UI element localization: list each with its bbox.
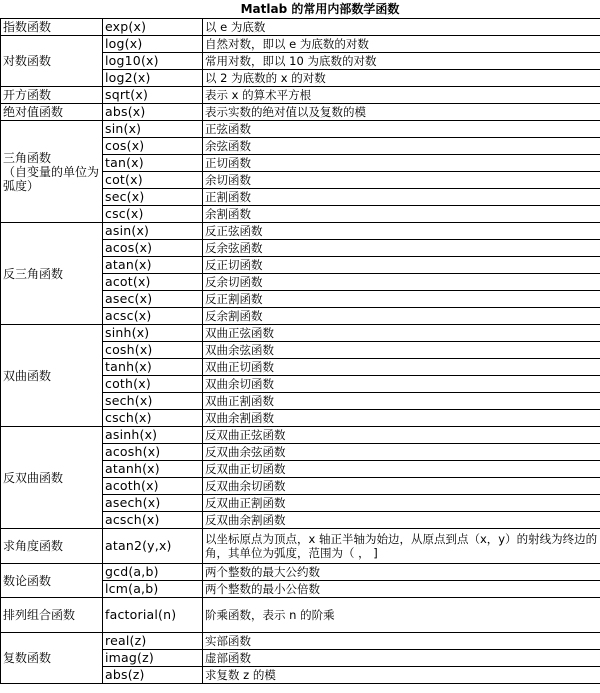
function-cell: log2(x) — [103, 70, 203, 87]
description-cell: 反余割函数 — [203, 308, 600, 325]
function-cell: abs(x) — [103, 104, 203, 121]
function-cell: lcm(a,b) — [103, 581, 203, 598]
description-cell: 正割函数 — [203, 189, 600, 206]
description-cell: 反双曲余切函数 — [203, 478, 600, 495]
function-cell: exp(x) — [103, 19, 203, 36]
function-cell: sinh(x) — [103, 325, 203, 342]
function-cell: cos(x) — [103, 138, 203, 155]
description-cell: 余弦函数 — [203, 138, 600, 155]
description-cell: 以 e 为底数 — [203, 19, 600, 36]
description-cell: 表示实数的绝对值以及复数的模 — [203, 104, 600, 121]
table-row — [1, 19, 600, 36]
table-row — [1, 325, 600, 342]
description-cell: 双曲余弦函数 — [203, 342, 600, 359]
table-row — [1, 121, 600, 138]
description-cell: 虚部函数 — [203, 650, 600, 667]
function-cell: real(z) — [103, 633, 203, 650]
function-cell: acsc(x) — [103, 308, 203, 325]
description-cell: 表示 x 的算术平方根 — [203, 87, 600, 104]
description-cell: 实部函数 — [203, 633, 600, 650]
table-row — [1, 564, 600, 581]
function-cell: acoth(x) — [103, 478, 203, 495]
category-cell: 数论函数 — [1, 564, 103, 598]
category-cell: 反三角函数 — [1, 223, 103, 325]
description-cell: 反双曲正切函数 — [203, 461, 600, 478]
table-row — [1, 36, 600, 53]
function-cell: atan2(y,x) — [103, 529, 203, 564]
page-title: Matlab 的常用内部数学函数 — [240, 2, 400, 16]
function-cell: factorial(n) — [103, 598, 203, 633]
table-row — [1, 104, 600, 121]
function-cell: csc(x) — [103, 206, 203, 223]
category-cell: 求角度函数 — [1, 529, 103, 564]
description-cell: 以 2 为底数的 x 的对数 — [203, 70, 600, 87]
description-cell: 反双曲余弦函数 — [203, 444, 600, 461]
category-cell: 双曲函数 — [1, 325, 103, 427]
function-cell: coth(x) — [103, 376, 203, 393]
function-cell: log(x) — [103, 36, 203, 53]
function-cell: acos(x) — [103, 240, 203, 257]
function-cell: asin(x) — [103, 223, 203, 240]
function-cell: asec(x) — [103, 291, 203, 308]
table-row — [1, 633, 600, 650]
category-cell: 反双曲函数 — [1, 427, 103, 529]
description-cell: 反余切函数 — [203, 274, 600, 291]
description-cell: 两个整数的最小公倍数 — [203, 581, 600, 598]
category-cell: 指数函数 — [1, 19, 103, 36]
function-cell: gcd(a,b) — [103, 564, 203, 581]
category-cell: 复数函数 — [1, 633, 103, 684]
description-cell: 常用对数，即以 10 为底数的对数 — [203, 53, 600, 70]
category-cell: 绝对值函数 — [1, 104, 103, 121]
table-row — [1, 427, 600, 444]
function-cell: sec(x) — [103, 189, 203, 206]
description-cell: 反双曲正弦函数 — [203, 427, 600, 444]
description-cell: 双曲正割函数 — [203, 393, 600, 410]
math-function-table — [0, 18, 600, 684]
function-cell: cosh(x) — [103, 342, 203, 359]
description-cell: 反余弦函数 — [203, 240, 600, 257]
function-cell: acsch(x) — [103, 512, 203, 529]
function-cell: cot(x) — [103, 172, 203, 189]
function-cell: imag(z) — [103, 650, 203, 667]
category-cell: 三角函数 （自变量的单位为弧度） — [1, 121, 103, 223]
description-cell: 双曲正弦函数 — [203, 325, 600, 342]
function-cell: atanh(x) — [103, 461, 203, 478]
table-row — [1, 598, 600, 633]
function-cell: asech(x) — [103, 495, 203, 512]
description-cell: 正弦函数 — [203, 121, 600, 138]
function-cell: asinh(x) — [103, 427, 203, 444]
function-cell: tanh(x) — [103, 359, 203, 376]
function-cell: tan(x) — [103, 155, 203, 172]
table-body — [1, 19, 600, 684]
description-cell: 反正弦函数 — [203, 223, 600, 240]
description-cell: 反正切函数 — [203, 257, 600, 274]
function-cell: sin(x) — [103, 121, 203, 138]
table-row — [1, 87, 600, 104]
function-cell: sqrt(x) — [103, 87, 203, 104]
category-cell: 对数函数 — [1, 36, 103, 87]
table-row — [1, 529, 600, 564]
description-cell: 反正割函数 — [203, 291, 600, 308]
function-cell: acot(x) — [103, 274, 203, 291]
description-cell: 两个整数的最大公约数 — [203, 564, 600, 581]
function-cell: atan(x) — [103, 257, 203, 274]
description-cell: 双曲余割函数 — [203, 410, 600, 427]
description-cell: 余割函数 — [203, 206, 600, 223]
function-cell: acosh(x) — [103, 444, 203, 461]
function-cell: sech(x) — [103, 393, 203, 410]
category-cell: 排列组合函数 — [1, 598, 103, 633]
category-cell: 开方函数 — [1, 87, 103, 104]
function-cell: csch(x) — [103, 410, 203, 427]
table-row — [1, 223, 600, 240]
function-cell: abs(z) — [103, 667, 203, 684]
description-cell: 求复数 z 的模 — [203, 667, 600, 684]
description-cell: 余切函数 — [203, 172, 600, 189]
description-cell: 以坐标原点为顶点，x 轴正半轴为始边，从原点到点（x，y）的射线为终边的角，其单位为弧度，范围为（ ， ] — [203, 529, 600, 564]
description-cell: 反双曲余割函数 — [203, 512, 600, 529]
function-cell: log10(x) — [103, 53, 203, 70]
description-cell: 自然对数，即以 e 为底数的对数 — [203, 36, 600, 53]
description-cell: 阶乘函数，表示 n 的阶乘 — [203, 598, 600, 633]
description-cell: 正切函数 — [203, 155, 600, 172]
description-cell: 双曲余切函数 — [203, 376, 600, 393]
description-cell: 双曲正切函数 — [203, 359, 600, 376]
description-cell: 反双曲正割函数 — [203, 495, 600, 512]
